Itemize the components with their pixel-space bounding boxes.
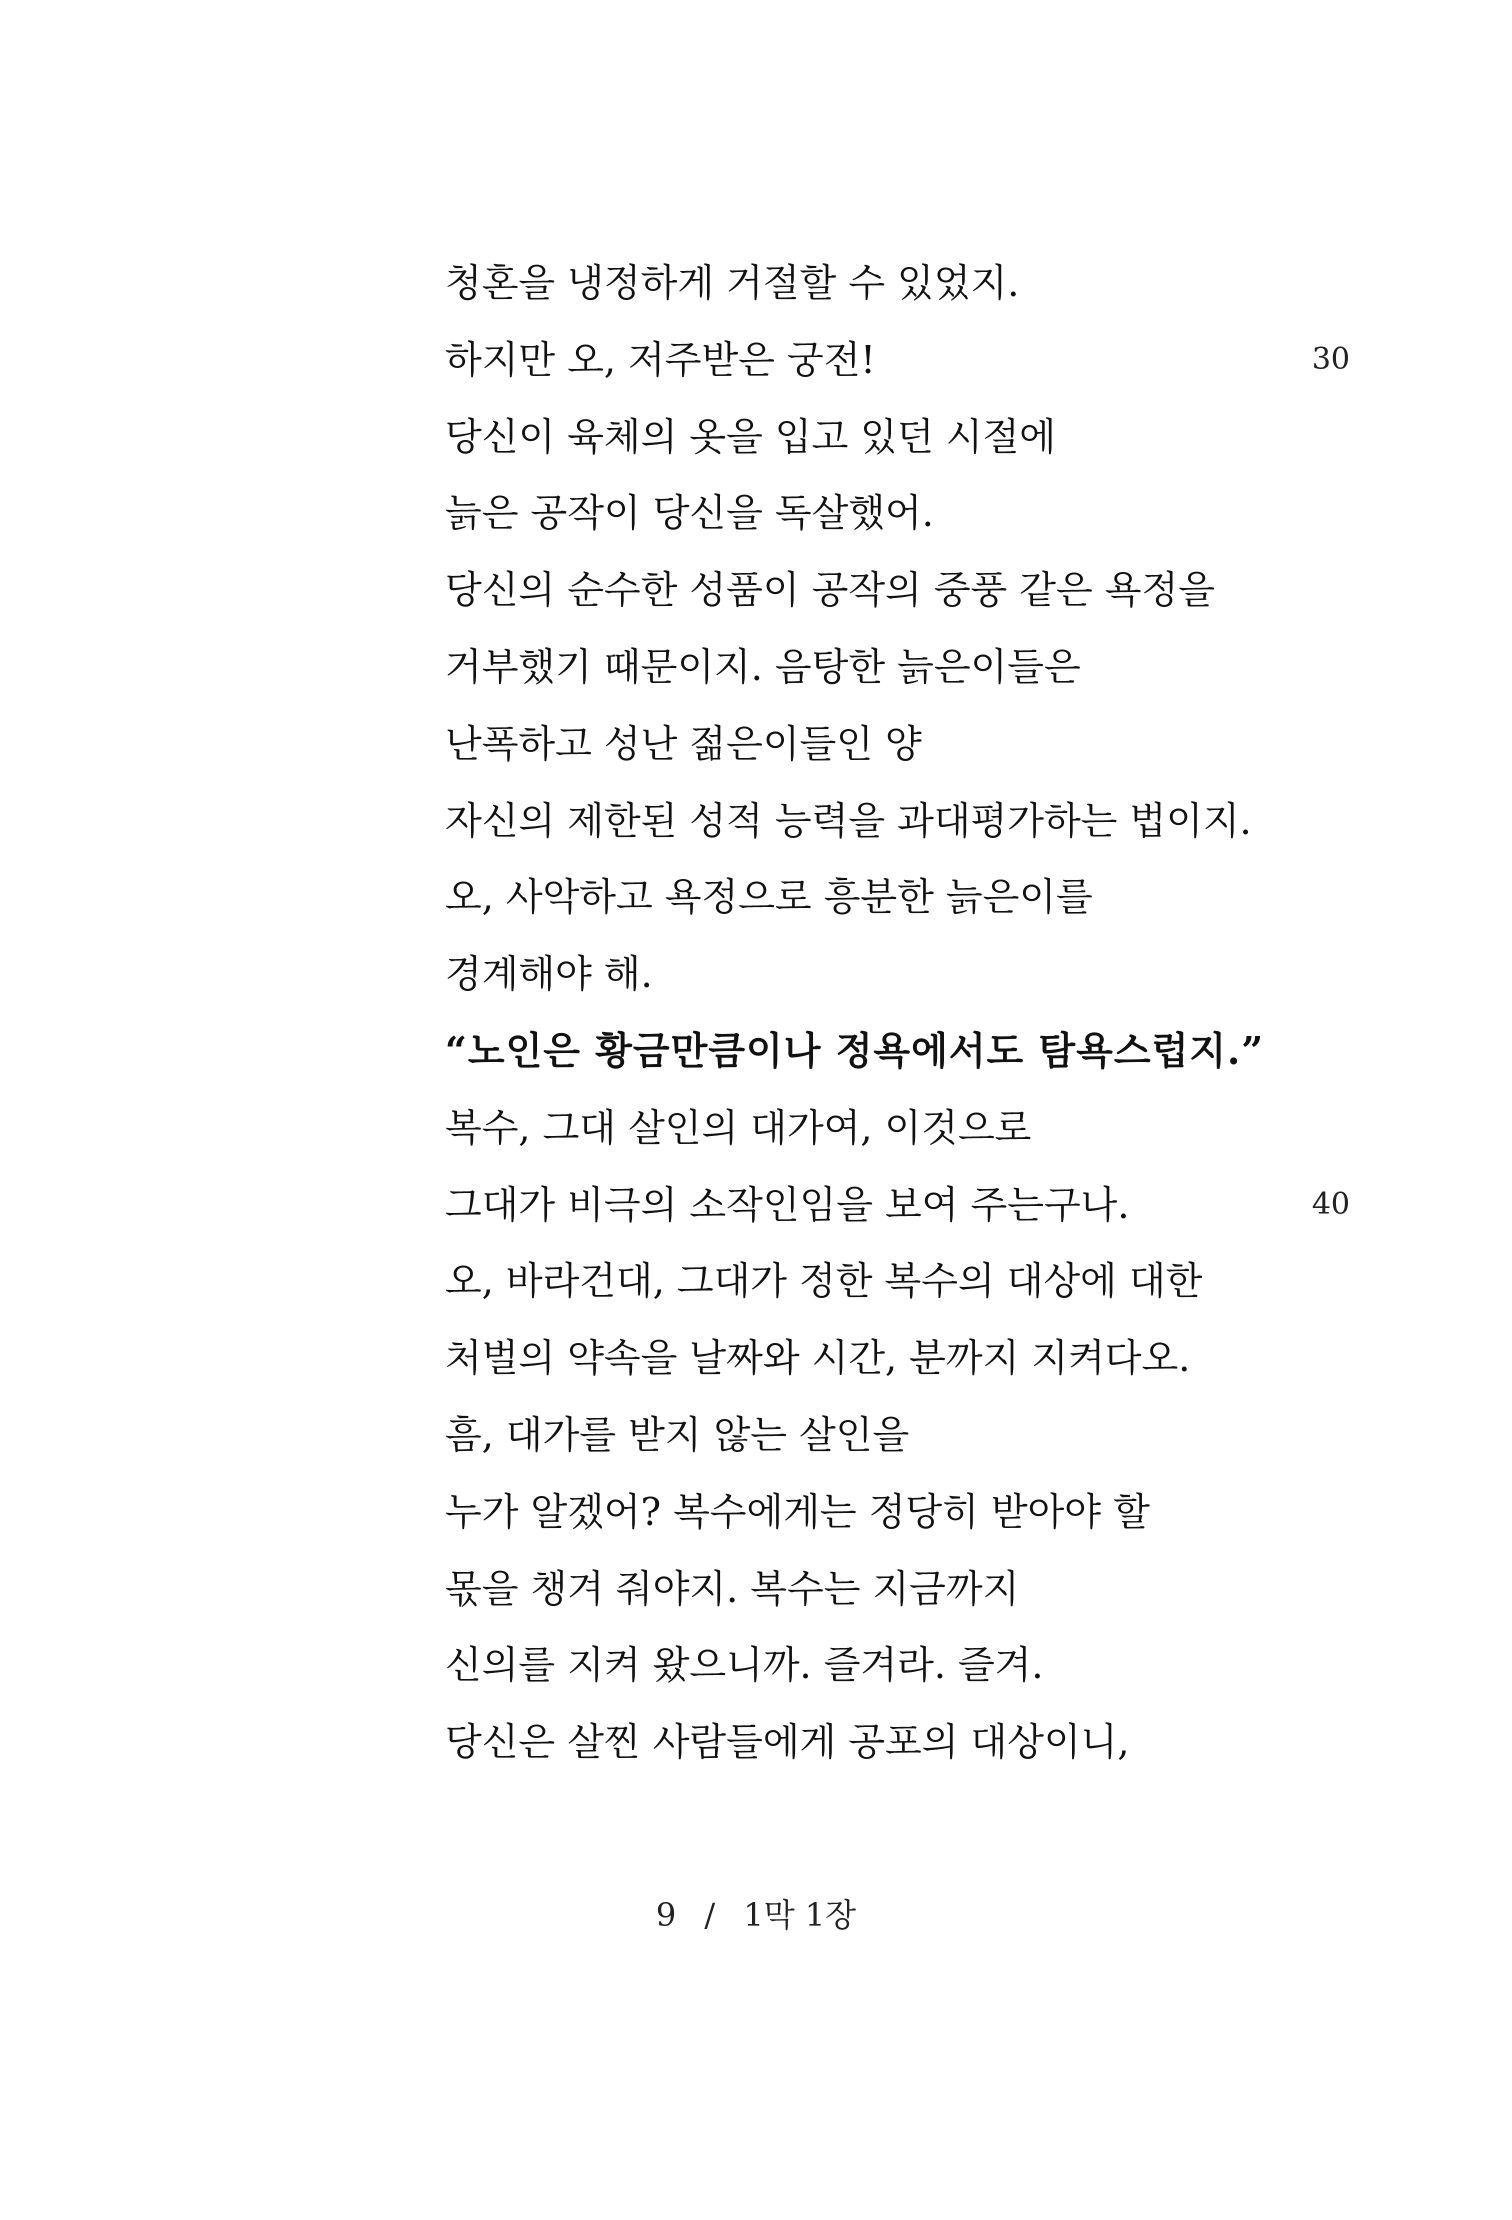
verse-line: 거부했기 때문이지. 음탕한 늙은이들은 <box>445 645 1081 689</box>
verse-line: 늙은 공작이 당신을 독살했어. <box>445 491 934 535</box>
verse-line: 오, 사악하고 욕정으로 흥분한 늙은이를 <box>445 875 1093 919</box>
verse-line: 신의를 지켜 왔으니까. 즐겨라. 즐겨. <box>445 1643 1044 1687</box>
verse-line: 복수, 그대 살인의 대가여, 이것으로 <box>445 1106 1032 1150</box>
verse-line: 누가 알겠어? 복수에게는 정당히 받아야 할 <box>445 1490 1150 1534</box>
verse-line: 청혼을 냉정하게 거절할 수 있었지. <box>445 261 1020 305</box>
verse-line: 처벌의 약속을 날짜와 시간, 분까지 지켜다오. <box>445 1336 1191 1380</box>
footer-separator: / <box>704 1896 716 1934</box>
verse-line: 그대가 비극의 소작인임을 보여 주는구나. <box>445 1183 1130 1227</box>
page-number: 9 <box>655 1896 677 1934</box>
line-number: 40 <box>1311 1187 1350 1222</box>
section-label: 1막 1장 <box>743 1896 857 1934</box>
verse-line: “노인은 황금만큼이나 정욕에서도 탐욕스럽지.” <box>445 1028 1265 1073</box>
verse-line: 흠, 대가를 받지 않는 살인을 <box>445 1413 910 1457</box>
verse-line: 당신이 육체의 옷을 입고 있던 시절에 <box>445 415 1057 459</box>
verse-line: 난폭하고 성난 젊은이들인 양 <box>445 722 922 766</box>
verse-line: 자신의 제한된 성적 능력을 과대평가하는 법이지. <box>445 799 1252 843</box>
verse-line: 하지만 오, 저주받은 궁전! <box>445 338 876 382</box>
verse-line: 오, 바라건대, 그대가 정한 복수의 대상에 대한 <box>445 1259 1203 1303</box>
verse-line: 당신은 살찐 사람들에게 공포의 대상이니, <box>445 1720 1130 1764</box>
line-number: 30 <box>1311 342 1350 377</box>
page-footer <box>0 1890 1512 1936</box>
verse-line: 몫을 챙겨 줘야지. 복수는 지금까지 <box>445 1567 1020 1611</box>
verse-line: 당신의 순수한 성품이 공작의 중풍 같은 욕정을 <box>445 568 1215 612</box>
verse-line: 경계해야 해. <box>445 952 653 996</box>
